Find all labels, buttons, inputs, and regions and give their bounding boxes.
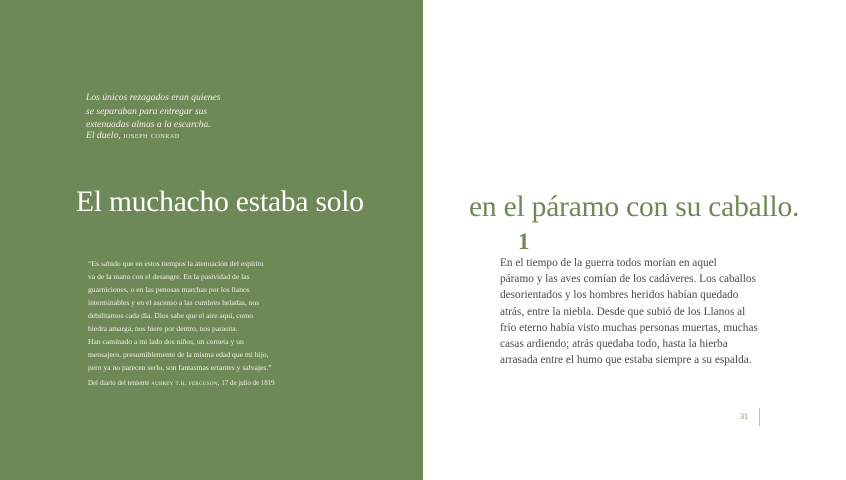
quote-line: debilitamos cada día. Dios sabe que el aire aquí, como	[88, 311, 254, 320]
body-line: atrás, entre la niebla. Desde que subió de los Llanos al	[500, 305, 746, 318]
chapter-number: 1	[518, 229, 530, 254]
chapter-body-text	[500, 255, 770, 368]
body-line: En el tiempo de la guerra todos morían en aquel	[500, 257, 717, 269]
title-left-half: El muchacho estaba solo	[76, 186, 364, 218]
quote-line: hiedra amarga, nos hiere por dentro, nos parasita.	[88, 324, 238, 333]
epigraph-line: Los únicos rezagados eran quienes	[86, 92, 221, 103]
quote-line: mensajero, presumiblemente de la misma edad que mi hijo,	[88, 350, 269, 359]
body-line: frío eterno había visto muchas personas muertas, muchas	[500, 321, 758, 334]
epigraph-line: se separaban para entregar sus	[86, 105, 208, 117]
quote-line: interminables y en el ascenso a las cumbres heladas, nos	[88, 298, 260, 307]
quote-source-date: 17 de julio de 1819	[221, 380, 275, 387]
page-number: 31	[740, 412, 748, 421]
quote-line: “Es sabido que en estos tiempos la atenuación del espíritu	[88, 259, 264, 268]
title-right-half: en el páramo con su caballo.	[469, 191, 800, 223]
epigraph-line: extenuadas almas a la escarcha.	[86, 119, 211, 130]
quote-line: Han caminado a mi lado dos niños, un corneta y un	[88, 337, 244, 346]
epigraph-author: joseph conrad	[123, 130, 180, 140]
diary-quote	[88, 257, 310, 374]
body-line: desorientados y los hombres heridos habían quedado	[500, 289, 739, 302]
body-line: páramo y las aves comían de los cadáveres. Los caballos	[500, 273, 756, 286]
page-number-rule	[759, 408, 760, 426]
quote-source-prefix: Del diario del teniente	[88, 380, 150, 387]
body-line: arrasada entre el humo que estaba siempre a su espalda.	[500, 354, 752, 367]
body-line: casas ardiendo; atrás quedaba todo, hasta la hierba	[500, 338, 728, 351]
quote-source-name: aubrey t.h. ferguson,	[151, 380, 220, 387]
quote-source	[88, 380, 275, 387]
quote-line: guarniciones, o en las penosas marchas por los llanos	[88, 285, 250, 294]
epigraph-work: El duelo,	[86, 130, 121, 141]
right-page	[423, 0, 846, 480]
epigraph-source	[86, 130, 180, 141]
quote-line: va de la mano con el desangre. En la pasividad de las	[88, 272, 250, 281]
quote-line: pero ya no parecen serlo, son fantasmas errantes y salvajes.”	[88, 363, 272, 372]
epigraph	[86, 91, 276, 132]
